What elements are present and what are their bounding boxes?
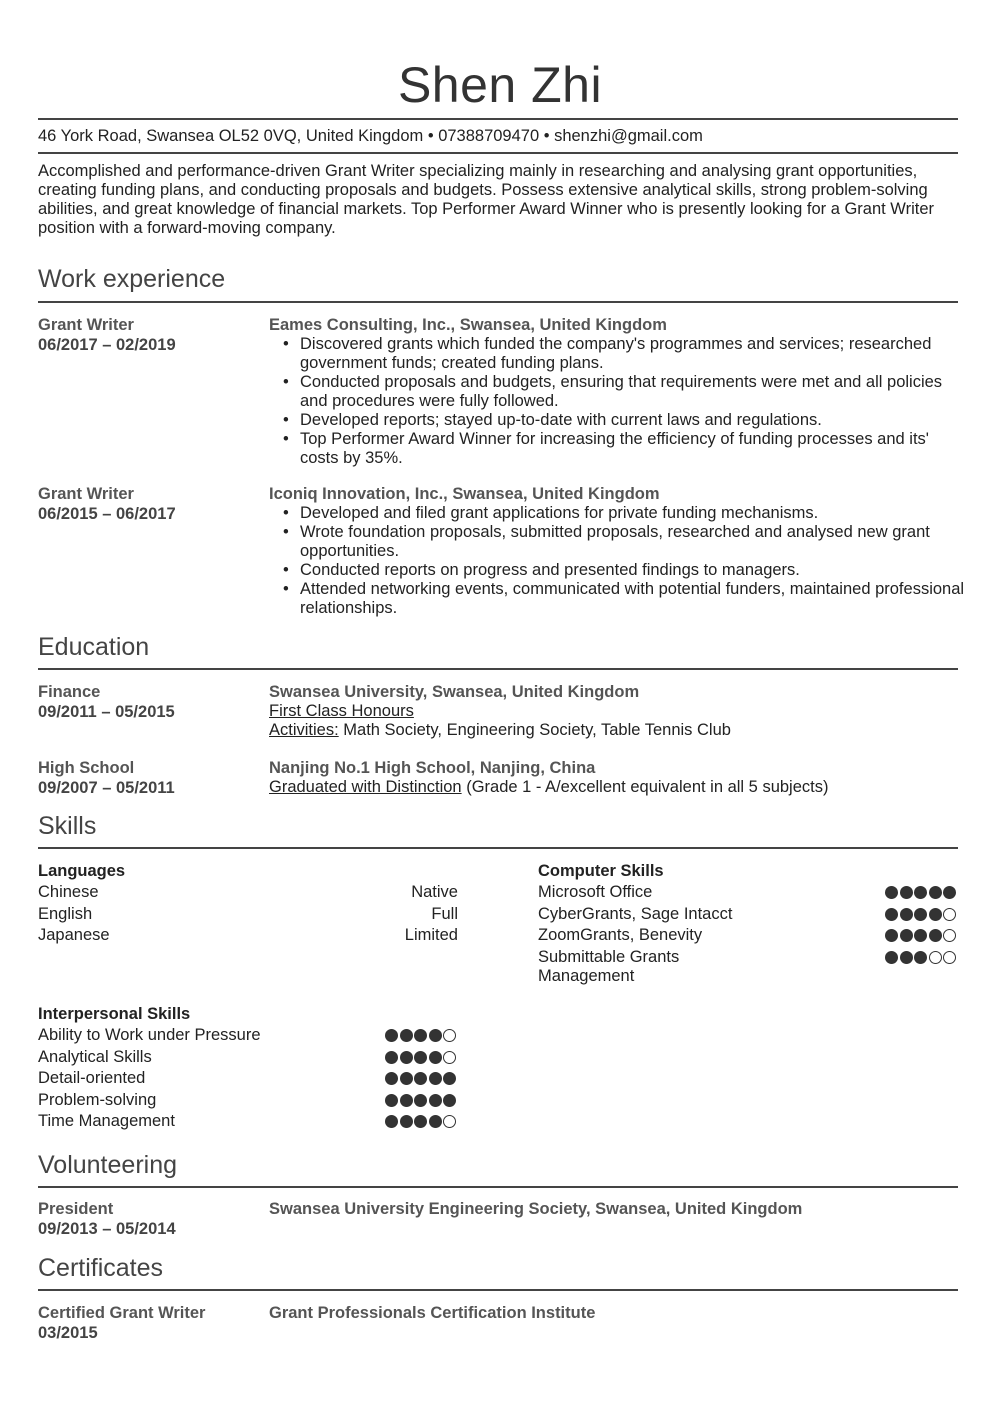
skill-row: [38, 1112, 456, 1134]
skill-name: Problem-solving: [38, 1090, 157, 1109]
degree: High School: [38, 759, 135, 777]
volunteer-role: President: [38, 1200, 114, 1218]
degree: Finance: [38, 683, 101, 701]
rating-dots: [885, 948, 956, 964]
language-level: Full: [431, 904, 458, 923]
skill-name: Ability to Work under Pressure: [38, 1026, 261, 1044]
activities: Math Society, Engineering Society, Table Tennis Club: [338, 721, 731, 739]
section-title-skills: Skills: [38, 812, 97, 840]
rating-dot-filled-icon: [900, 908, 913, 921]
list-item: • Conducted reports on progress and presented findings to managers.: [281, 561, 969, 580]
divider: [38, 301, 958, 303]
divider: [38, 847, 958, 849]
skill-row: [38, 1048, 456, 1070]
rating-dot-filled-icon: [400, 1051, 413, 1064]
language-name: English: [38, 904, 93, 923]
volunteer-org: Swansea University Engineering Society, Swansea, United Kingdom: [269, 1200, 803, 1218]
rating-dot-empty-icon: [443, 1115, 456, 1128]
skill-name: ZoomGrants, Benevity: [538, 926, 703, 944]
grade-note: (Grade 1 - A/excellent equivalent in all 5 subjects): [461, 778, 829, 796]
skill-name: Detail-oriented: [38, 1069, 146, 1087]
rating-dot-filled-icon: [429, 1094, 442, 1107]
job-1-details: [269, 316, 969, 468]
rating-dot-filled-icon: [400, 1115, 413, 1128]
language-row: [38, 883, 458, 905]
section-title-education: Education: [38, 633, 150, 661]
rating-dot-filled-icon: [385, 1029, 398, 1042]
rating-dot-filled-icon: [414, 1072, 427, 1085]
rating-dot-filled-icon: [900, 951, 913, 964]
rating-dot-filled-icon: [914, 929, 927, 942]
rating-dots: [385, 1091, 456, 1107]
rating-dot-filled-icon: [443, 1072, 456, 1085]
volunteering-meta: [38, 1200, 263, 1239]
interpersonal-skills-heading: Interpersonal Skills: [38, 1005, 191, 1023]
rating-dot-filled-icon: [914, 908, 927, 921]
rating-dots: [885, 883, 956, 899]
job-1-meta: [38, 316, 263, 355]
volunteering-details: [269, 1200, 969, 1219]
rating-dot-filled-icon: [929, 929, 942, 942]
list-item: • Conducted proposals and budgets, ensuring that requirements were met and all policies and procedures were fully followed.: [281, 373, 969, 411]
certificate-date: 03/2015: [38, 1323, 98, 1342]
rating-dot-filled-icon: [914, 886, 927, 899]
divider: [38, 118, 958, 120]
rating-dot-filled-icon: [943, 886, 956, 899]
skill-row: [38, 1091, 456, 1113]
interpersonal-skills-block: [38, 1005, 456, 1134]
list-item: • Top Performer Award Winner for increasing the efficiency of funding processes and its' costs by 35%.: [281, 430, 969, 468]
job-role: Grant Writer: [38, 316, 134, 334]
summary: Accomplished and performance-driven Grant Writer specializing mainly in researching and analysing grant opportunities, creating funding plans, and conducting proposals and budgets. Possess extensive analytical skills, strong problem-solving abilities, and great knowledge of financial markets. Top Performer Award Winner who is presently looking for a Grant Writer position with a forward-moving company.: [38, 162, 935, 237]
school-name: Swansea University, Swansea, United Kingdom: [269, 683, 640, 701]
job-bullets: [281, 335, 969, 468]
job-bullets: [281, 504, 969, 618]
rating-dot-filled-icon: [429, 1051, 442, 1064]
rating-dot-empty-icon: [943, 908, 956, 921]
rating-dot-filled-icon: [443, 1094, 456, 1107]
rating-dot-filled-icon: [400, 1072, 413, 1085]
rating-dot-filled-icon: [429, 1072, 442, 1085]
candidate-name: Shen Zhi: [397, 57, 603, 113]
certificate-name: Certified Grant Writer: [38, 1304, 206, 1322]
language-name: Japanese: [38, 926, 110, 944]
language-level: Native: [411, 883, 458, 901]
rating-dot-filled-icon: [900, 929, 913, 942]
school-name: Nanjing No.1 High School, Nanjing, China: [269, 759, 596, 777]
job-2-meta: [38, 485, 263, 524]
rating-dot-filled-icon: [400, 1029, 413, 1042]
list-item: • Discovered grants which funded the company's programmes and services; researched government funds; created funding plans.: [281, 335, 969, 373]
list-item: • Wrote foundation proposals, submitted proposals, researched and analysed new grant opportunities.: [281, 523, 969, 561]
list-item: • Developed and filed grant applications for private funding mechanisms.: [281, 504, 969, 523]
skill-name: Analytical Skills: [38, 1047, 152, 1066]
honours: Graduated with Distinction: [269, 778, 462, 796]
education-2-details: [269, 759, 969, 797]
rating-dot-filled-icon: [414, 1115, 427, 1128]
education-1-meta: [38, 683, 263, 722]
rating-dot-empty-icon: [443, 1051, 456, 1064]
rating-dot-filled-icon: [414, 1094, 427, 1107]
divider: [38, 1186, 958, 1188]
rating-dot-filled-icon: [385, 1051, 398, 1064]
skill-row: [38, 1026, 456, 1048]
honours: First Class Honours: [269, 702, 414, 720]
rating-dots: [885, 926, 956, 942]
rating-dots: [885, 905, 956, 921]
computer-skills-block: [538, 862, 956, 986]
divider: [38, 1289, 958, 1291]
rating-dot-filled-icon: [385, 1094, 398, 1107]
rating-dot-filled-icon: [929, 908, 942, 921]
job-2-details: [269, 485, 969, 618]
rating-dot-filled-icon: [385, 1072, 398, 1085]
rating-dot-filled-icon: [400, 1094, 413, 1107]
rating-dots: [385, 1112, 456, 1128]
rating-dot-empty-icon: [943, 929, 956, 942]
section-title-volunteering: Volunteering: [38, 1151, 178, 1179]
languages-heading: Languages: [38, 862, 126, 880]
job-employer: Iconiq Innovation, Inc., Swansea, United Kingdom: [269, 485, 660, 503]
skill-row: [538, 926, 956, 948]
rating-dots: [385, 1026, 456, 1042]
list-item: • Attended networking events, communicated with potential funders, maintained professional relationships.: [281, 580, 969, 618]
rating-dot-filled-icon: [900, 886, 913, 899]
rating-dot-filled-icon: [929, 886, 942, 899]
rating-dot-filled-icon: [385, 1115, 398, 1128]
divider: [38, 152, 958, 154]
rating-dot-filled-icon: [429, 1115, 442, 1128]
rating-dot-filled-icon: [885, 929, 898, 942]
rating-dots: [385, 1048, 456, 1064]
computer-skills-heading: Computer Skills: [538, 862, 664, 880]
skill-name: Submittable Grants Management: [538, 947, 680, 985]
certificate-details: [269, 1304, 969, 1323]
activities-label: Activities:: [269, 721, 339, 739]
rating-dot-filled-icon: [914, 951, 927, 964]
rating-dot-filled-icon: [414, 1029, 427, 1042]
skill-name: CyberGrants, Sage Intacct: [538, 904, 733, 923]
job-role: Grant Writer: [38, 485, 134, 503]
contact-line: 46 York Road, Swansea OL52 0VQ, United Kingdom • 07388709470 • shenzhi@gmail.com: [38, 127, 703, 145]
job-employer: Eames Consulting, Inc., Swansea, United Kingdom: [269, 316, 667, 334]
rating-dot-filled-icon: [885, 886, 898, 899]
language-level: Limited: [404, 926, 458, 944]
section-title-work: Work experience: [38, 265, 226, 293]
rating-dot-empty-icon: [943, 951, 956, 964]
language-row: [38, 905, 458, 927]
rating-dot-filled-icon: [885, 908, 898, 921]
rating-dot-filled-icon: [429, 1029, 442, 1042]
divider: [38, 668, 958, 670]
education-dates: 09/2007 – 05/2011: [38, 778, 175, 797]
education-1-details: [269, 683, 969, 740]
languages-block: [38, 862, 458, 948]
rating-dot-empty-icon: [929, 951, 942, 964]
language-name: Chinese: [38, 883, 99, 901]
certificate-meta: [38, 1304, 263, 1343]
skill-row: [38, 1069, 456, 1091]
education-2-meta: [38, 759, 263, 798]
rating-dot-empty-icon: [443, 1029, 456, 1042]
rating-dot-filled-icon: [885, 951, 898, 964]
skill-row: [538, 883, 956, 905]
job-dates: 06/2015 – 06/2017: [38, 504, 176, 523]
skill-row: [538, 948, 956, 986]
skill-name: Time Management: [38, 1112, 175, 1130]
rating-dot-filled-icon: [414, 1051, 427, 1064]
job-dates: 06/2017 – 02/2019: [38, 335, 176, 354]
skill-name: Microsoft Office: [538, 883, 653, 901]
volunteer-dates: 09/2013 – 05/2014: [38, 1219, 176, 1238]
language-row: [38, 926, 458, 948]
education-dates: 09/2011 – 05/2015: [38, 702, 175, 721]
rating-dots: [385, 1069, 456, 1085]
skill-row: [538, 905, 956, 927]
certificate-issuer: Grant Professionals Certification Institute: [269, 1304, 596, 1322]
section-title-certificates: Certificates: [38, 1254, 164, 1282]
list-item: • Developed reports; stayed up-to-date with current laws and regulations.: [281, 411, 969, 430]
